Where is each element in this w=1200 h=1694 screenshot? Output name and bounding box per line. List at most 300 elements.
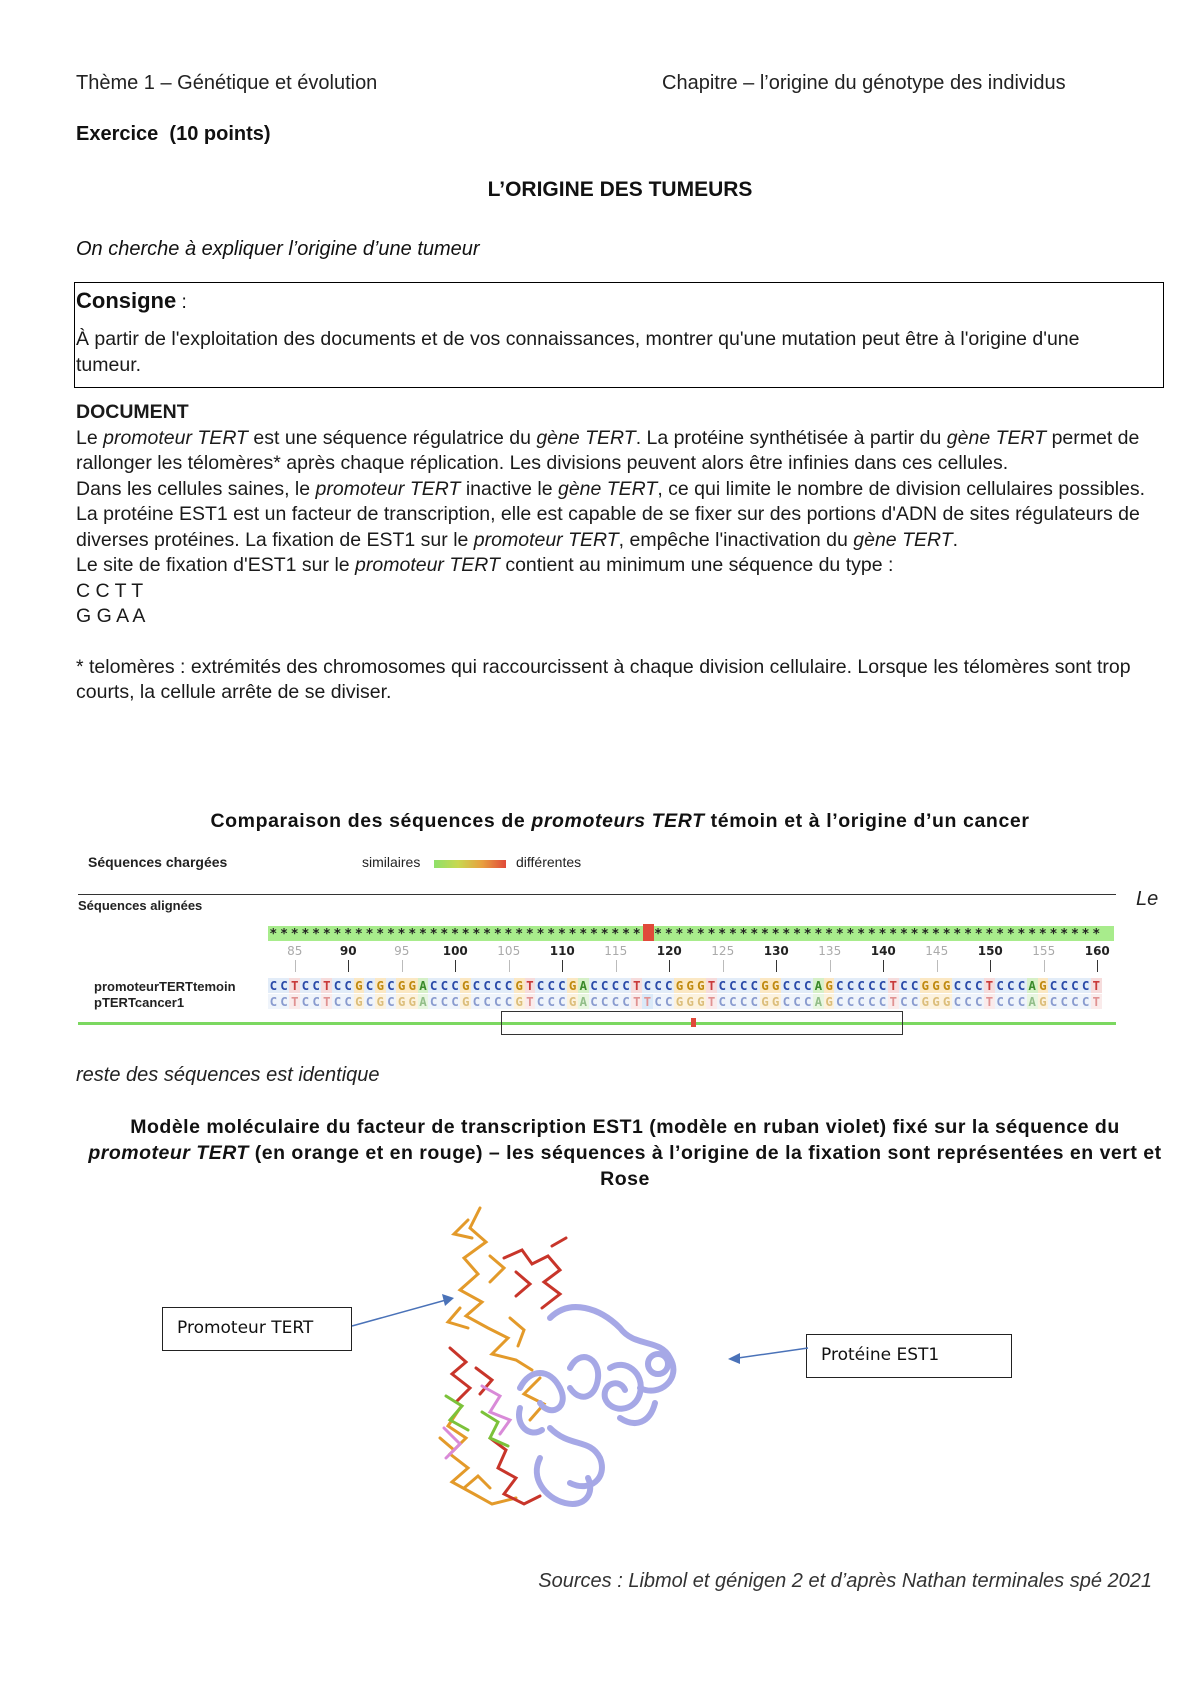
consensus-star: * [996,927,1004,942]
comparison-caption [0,810,1200,833]
p4-c: contient au minimum une séquence du type : [499,554,894,576]
nucleotide: C [494,994,502,1009]
document-body [76,400,1166,706]
consensus-star: * [483,927,491,942]
nucleotide: A [579,994,588,1009]
nucleotide: G [932,978,940,993]
tick-mark [509,960,510,972]
nucleotide: G [825,994,833,1009]
tick-mark [1097,960,1098,972]
nucleotide: C [536,978,545,993]
consensus-star: * [290,927,299,942]
nucleotide: G [408,978,417,993]
p1-g: permet de rallonger les télomères* après chaque réplication. Les divisions peuvent alors être infinies dans ces cellules. [76,426,1140,474]
tick-mark [776,960,777,972]
nucleotide: C [953,994,962,1009]
consigne-colon: : [176,292,187,313]
p1-d: gène TERT [536,426,636,449]
sequence-row-cancer [268,994,1102,1009]
model-caption [80,1114,1170,1192]
consensus-star: * [814,927,823,942]
nucleotide: C [440,994,449,1009]
nucleotide: C [857,994,865,1009]
nucleotide: C [504,978,513,993]
tick-mark [616,960,617,972]
sequence-name-temoin: promoteurTERTtemoin [94,979,236,994]
tick-mark [348,960,349,972]
nucleotide: C [622,994,630,1009]
consensus-star: * [1070,927,1079,942]
nucleotide: C [590,978,598,993]
consensus-star: * [675,927,684,942]
consigne-heading [76,288,187,314]
p2-b: promoteur TERT [315,477,461,500]
nucleotide: T [985,994,994,1009]
nucleotide: C [996,994,1004,1009]
nucleotide: C [1049,978,1058,993]
molecular-model-illustration [420,1198,750,1528]
header-theme: Thème 1 – Génétique et évolution [76,72,378,94]
nucleotide: G [686,994,694,1009]
consensus-star: * [376,927,385,942]
consensus-star: * [1081,927,1090,942]
nucleotide: G [1039,994,1047,1009]
document-paragraph-4 [76,553,1166,579]
nucleotide: G [355,994,363,1009]
nucleotide: G [771,994,780,1009]
tick-mark [937,960,938,972]
tick-label: 160 [1084,944,1110,958]
tick-label: 90 [339,944,357,958]
nucleotide: A [1028,994,1036,1009]
position-ruler [268,944,1114,974]
nucleotide: C [900,994,908,1009]
nucleotide: C [269,978,278,993]
tick-label: 100 [442,944,468,958]
nucleotide: C [472,978,481,993]
consensus-star: * [515,927,524,942]
consensus-star: * [867,927,876,942]
nucleotide: C [547,994,555,1009]
p3-d: gène TERT [853,528,953,551]
consensus-star: * [600,927,609,942]
p1-b: promoteur TERT [103,426,248,449]
nucleotide: G [921,994,930,1009]
similarity-gradient [434,860,506,868]
nucleotide: C [643,978,652,993]
overview-mutation-marker [691,1018,696,1027]
nucleotide: G [942,994,951,1009]
consensus-star: * [568,927,577,942]
p2-a: Dans les cellules saines, le [76,477,316,500]
nucleotide: C [974,978,983,993]
p2-e: , ce qui limite le nombre de division cellulaires possibles. [657,477,1146,500]
nucleotide: C [718,994,726,1009]
loaded-sequences-label: Séquences chargées [88,854,228,870]
model-cap-b: promoteur TERT [88,1142,249,1164]
nucleotide: C [729,978,737,993]
tick-label: 105 [497,944,521,958]
consensus-star: * [793,927,801,942]
consensus-star: * [322,927,331,942]
nucleotide: T [643,994,652,1009]
nucleotide: T [632,994,641,1009]
intro-text: On cherche à expliquer l’origine d’une tumeur [76,238,480,260]
consensus-star: * [632,927,641,942]
nucleotide: G [408,994,417,1009]
nucleotide: C [301,994,310,1009]
consensus-star: * [269,927,278,942]
tick-label: 155 [1032,944,1056,958]
nucleotide: T [1092,978,1101,993]
consensus-star: * [622,927,630,942]
label-promoteur-tert: Promoteur TERT [162,1307,352,1351]
consensus-star: * [771,927,780,942]
consensus-star: * [1028,927,1037,942]
nucleotide: G [1039,978,1047,993]
consensus-star: * [312,927,320,942]
nucleotide: C [1017,978,1026,993]
p1-c: est une séquence régulatrice du [247,426,537,449]
dna-red-strand [450,1238,566,1504]
page-title: L’ORIGINE DES TUMEURS [487,178,753,201]
consensus-star: * [750,927,759,942]
p1-f: gène TERT [946,426,1047,449]
nucleotide: C [836,994,844,1009]
nucleotide: C [387,994,395,1009]
tick-label: 140 [870,944,896,958]
consensus-star: * [301,927,310,942]
nucleotide: C [782,994,791,1009]
consensus-star: * [718,927,727,942]
exercise-label: Exercice [76,123,159,145]
nucleotide: C [451,978,459,993]
nucleotide: T [985,978,994,993]
similar-label: similaires [362,854,421,870]
consensus-star: * [964,927,972,942]
cmp-cap-b: promoteurs TERT [531,810,705,832]
exercise-heading [76,123,271,146]
nucleotide: C [429,994,438,1009]
nucleotide: G [376,994,384,1009]
p3-a: La protéine EST1 est un facteur de transcription, elle est capable de se fixer sur des portions d'ADN de sites régulateurs de diverses protéines. La fixation de EST1 sur le [76,503,1140,551]
consensus-star: * [1038,927,1047,942]
identical-note: reste des séquences est identique [76,1064,380,1086]
nucleotide: C [387,978,395,993]
consensus-star: * [1049,927,1058,942]
consensus-star: * [857,927,866,942]
nucleotide: T [707,994,716,1009]
nucleotide: C [996,978,1004,993]
consensus-star: * [654,927,662,942]
nucleotide: C [654,994,662,1009]
nucleotide: C [868,978,876,993]
tick-mark [562,960,563,972]
document-paragraph-1 [76,426,1166,477]
consensus-star: * [397,927,406,942]
document-paragraph-3 [76,502,1166,553]
nucleotide: C [1049,994,1058,1009]
consensus-star: * [953,927,962,942]
nucleotide: C [782,978,791,993]
nucleotide: C [312,994,320,1009]
consensus-star: * [910,927,919,942]
nucleotide: C [718,978,726,993]
nucleotide: C [472,994,481,1009]
nucleotide: C [750,994,759,1009]
consensus-star: * [354,927,363,942]
consensus-star: * [985,927,994,942]
nucleotide: T [889,994,897,1009]
tick-label: 85 [287,944,303,958]
nucleotide: G [942,978,951,993]
nucleotide: G [697,994,705,1009]
p4-b: promoteur TERT [355,554,500,576]
nucleotide: C [600,994,609,1009]
p3-b: promoteur TERT [473,528,619,551]
consensus-star: * [611,927,620,942]
consensus-star: * [525,927,534,942]
label-proteine-est1: Protéine EST1 [806,1334,1012,1378]
consensus-star: * [835,927,844,942]
nucleotide: C [665,978,673,993]
consensus-star: * [440,927,449,942]
model-cap-c: (en orange et en rouge) – les séquences à l’origine de la fixation sont représentées en vert et Rose [248,1142,1162,1190]
tick-label: 125 [711,944,735,958]
nucleotide: C [910,978,919,993]
tick-label: 135 [818,944,842,958]
tick-label: 110 [549,944,575,958]
consigne-label: Consigne [76,288,177,313]
nucleotide: G [461,994,470,1009]
nucleotide: C [793,994,801,1009]
consensus-star: * [536,927,545,942]
nucleotide: C [1017,994,1026,1009]
nucleotide: T [290,994,299,1009]
nucleotide: C [964,994,972,1009]
consensus-star: * [386,927,395,942]
nucleotide: C [739,994,748,1009]
consensus-star: * [761,927,769,942]
consensus-stars [268,927,1102,942]
nucleotide: C [536,994,545,1009]
nucleotide: C [1081,978,1090,993]
nucleotide: T [290,978,299,993]
consensus-star: * [825,927,833,942]
side-note: Le [1136,888,1159,910]
consensus-star: * [1017,927,1026,942]
nucleotide: C [301,978,310,993]
nucleotide: G [761,994,769,1009]
nucleotide: C [312,978,320,993]
nucleotide: C [440,978,449,993]
consensus-star: * [942,927,951,942]
divider-line [78,894,1116,895]
consensus-star: * [579,927,588,942]
cmp-cap-a: Comparaison des séquences de [210,810,532,832]
nucleotide: C [494,978,502,993]
document-paragraph-2 [76,477,1166,503]
nucleotide: C [739,978,748,993]
cmp-cap-c: témoin et à l’origine d’un cancer [704,810,1030,832]
tick-mark [990,960,991,972]
nucleotide: C [451,994,459,1009]
nucleotide: C [504,994,513,1009]
exercise-points: (10 points) [169,123,271,145]
nucleotide: C [1060,978,1068,993]
tick-mark [455,960,456,972]
consensus-star: * [1006,927,1015,942]
document-heading: DOCUMENT [76,401,189,423]
tick-label: 150 [977,944,1003,958]
nucleotide: G [568,978,577,993]
nucleotide: C [611,994,620,1009]
consensus-star: * [846,927,855,942]
nucleotide: C [483,994,491,1009]
sequence-bottom: G G A A [76,605,146,627]
nucleotide: C [665,994,673,1009]
nucleotide: C [344,978,352,993]
nucleotide: C [622,978,630,993]
nucleotide: A [1028,978,1036,993]
tick-mark [669,960,670,972]
nucleotide: T [632,978,641,993]
consensus-star: * [557,927,566,942]
nucleotide: C [846,994,855,1009]
consensus-star: * [921,927,930,942]
nucleotide: C [429,978,438,993]
nucleotide: C [611,978,620,993]
consensus-star: * [1060,927,1069,942]
consensus-star: * [782,927,791,942]
p3-e: . [952,528,959,551]
nucleotide: C [803,978,812,993]
nucleotide: G [675,994,684,1009]
consensus-star: * [974,927,983,942]
nucleotide: G [376,978,384,993]
nucleotide: C [953,978,962,993]
nucleotide: T [526,994,534,1009]
consensus-star: * [344,927,353,942]
tick-mark [1044,960,1045,972]
nucleotide: G [686,978,694,993]
footnote: * telomères : extrémités des chromosomes qui raccourcissent à chaque division cellulaire. Lorsque les télomères sont trop courts, la cellule arrête de se diviser. [76,655,1131,703]
nucleotide: C [793,978,801,993]
arrow-promoteur [350,1290,460,1330]
nucleotide: A [419,978,427,993]
consensus-star: * [899,927,908,942]
tick-label: 95 [394,944,410,958]
consensus-star [642,927,653,942]
nucleotide: G [675,978,684,993]
nucleotide: C [910,994,919,1009]
nucleotide: T [323,994,331,1009]
nucleotide: C [868,994,876,1009]
nucleotide: G [461,978,470,993]
consensus-star: * [707,927,716,942]
nucleotide: G [355,978,363,993]
consensus-star: * [739,927,748,942]
nucleotide: C [750,978,759,993]
dna-orange-strand [440,1208,544,1504]
nucleotide: C [729,994,737,1009]
nucleotide: G [932,994,940,1009]
consensus-star: * [1092,927,1101,942]
tick-label: 145 [925,944,949,958]
header-chapter: Chapitre – l’origine du génotype des individus [662,72,1066,94]
sequence-name-cancer: pTERTcancer1 [94,995,185,1010]
nucleotide: C [857,978,865,993]
nucleotide: C [280,994,288,1009]
consensus-star: * [889,927,898,942]
nucleotide: T [323,978,331,993]
nucleotide: G [825,978,833,993]
consensus-star: * [547,927,556,942]
aligned-sequences-label: Séquences alignées [78,898,203,913]
sources-note: Sources : Libmol et génigen 2 et d’après Nathan terminales spé 2021 [538,1570,1152,1592]
nucleotide: G [921,978,930,993]
p1-a: Le [76,426,104,449]
consensus-star: * [451,927,459,942]
nucleotide: C [1007,978,1015,993]
tick-mark [830,960,831,972]
consensus-star: * [696,927,705,942]
consensus-star: * [429,927,438,942]
consensus-star: * [590,927,598,942]
consensus-star: * [803,927,812,942]
tick-label: 120 [656,944,682,958]
tick-mark [402,960,403,972]
p4-a: Le site de fixation d'EST1 sur le [76,554,356,576]
p1-e: . La protéine synthétisée à partir du [635,426,947,449]
nucleotide: C [558,978,566,993]
consigne-text: À partir de l'exploitation des documents et de vos connaissances, montrer qu'une mutation peut être à l'origine d'une tumeur. [76,328,1080,376]
tick-mark [883,960,884,972]
nucleotide: C [1060,994,1068,1009]
model-cap-a: Modèle moléculaire du facteur de transcription EST1 (modèle en ruban violet) fixé sur la séquence du [130,1116,1120,1138]
nucleotide: C [900,978,908,993]
different-label: différentes [516,854,582,870]
consensus-star: * [472,927,481,942]
nucleotide: C [964,978,972,993]
nucleotide: C [280,978,288,993]
nucleotide: T [707,978,716,993]
consensus-star: * [461,927,470,942]
consensus-star: * [419,927,427,942]
consensus-star: * [280,927,288,942]
viewport-box [501,1011,903,1035]
nucleotide: C [600,978,609,993]
consensus-star: * [686,927,695,942]
nucleotide: G [397,978,406,993]
nucleotide: C [878,994,887,1009]
nucleotide: G [515,978,523,993]
arrow-protein [726,1344,810,1368]
consensus-star: * [333,927,342,942]
nucleotide: A [814,978,823,993]
nucleotide: C [558,994,566,1009]
nucleotide: C [1081,994,1090,1009]
tick-mark [723,960,724,972]
nucleotide: C [1071,994,1079,1009]
nucleotide: T [889,978,897,993]
nucleotide: A [579,978,588,993]
nucleotide: T [1092,994,1101,1009]
sequence-top: C C T T [76,579,144,602]
nucleotide: G [761,978,769,993]
nucleotide: C [590,994,598,1009]
nucleotide: A [814,994,823,1009]
